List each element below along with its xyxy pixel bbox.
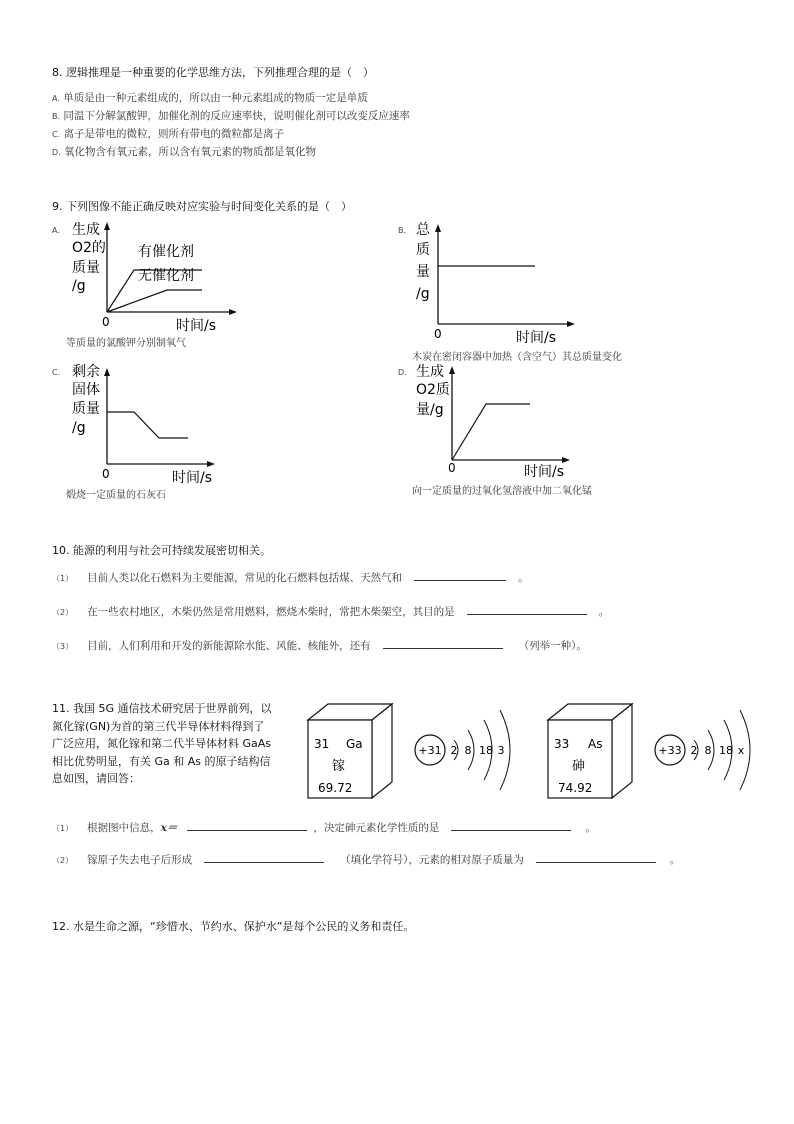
graph-b-caption: 木炭在密闭容器中加热（含空气）其总质量变化 bbox=[412, 352, 622, 363]
graph-d-x-arrow bbox=[562, 457, 570, 463]
graph-c-y-arrow bbox=[104, 368, 110, 376]
as-nuclear-charge: +33 bbox=[658, 744, 682, 757]
as-element-cube bbox=[540, 700, 640, 802]
as-symbol: As bbox=[588, 737, 603, 751]
graph-a-ylabel-1: 生成 bbox=[72, 222, 100, 238]
graph-b-x-arrow bbox=[567, 321, 575, 327]
graph-c-curve bbox=[107, 412, 188, 438]
graph-a-curve-no-catalyst bbox=[107, 290, 202, 312]
graph-d-ylabel-2: O2质 bbox=[416, 382, 450, 398]
q10-sub-3: （3） 目前，人们利用和开发的新能源除水能、风能、核能外，还有 （列举一种）。 bbox=[52, 640, 587, 652]
graph-c-x-arrow bbox=[207, 461, 215, 467]
graph-c-ylabel-2: 固体 bbox=[72, 382, 100, 398]
as-name: 砷 bbox=[572, 759, 586, 774]
as-shell-2: 8 bbox=[704, 744, 712, 757]
graph-b-ylabel-3: 量 bbox=[416, 264, 430, 280]
q8-option-b: B. 同温下分解氯酸钾，加催化剂的反应速率快，说明催化剂可以改变反应速率 bbox=[52, 110, 410, 122]
graph-c-origin: 0 bbox=[102, 467, 110, 481]
q10-sub-1: （1） 目前人类以化石燃料为主要能源，常见的化石燃料包括煤、天然气和 。 bbox=[52, 572, 529, 584]
graph-a-xlabel: 时间/s bbox=[176, 318, 217, 334]
as-shell-1: 2 bbox=[690, 744, 698, 757]
as-atomic-mass: 74.92 bbox=[558, 781, 593, 795]
graph-a bbox=[62, 218, 262, 336]
ga-shell-1: 2 bbox=[450, 744, 458, 757]
graph-b-letter: B. bbox=[398, 226, 407, 235]
graph-b-ylabel-4: /g bbox=[416, 286, 430, 302]
ga-atom-structure bbox=[410, 704, 520, 800]
q11-blank-ion[interactable] bbox=[204, 852, 324, 863]
graph-b-xlabel: 时间/s bbox=[516, 330, 557, 346]
graph-c-ylabel-4: /g bbox=[72, 420, 86, 436]
q11-blank-x[interactable] bbox=[187, 820, 307, 831]
q10-blank-1[interactable] bbox=[414, 570, 506, 581]
graph-c bbox=[62, 360, 232, 484]
ga-symbol: Ga bbox=[346, 737, 363, 751]
as-atom-structure bbox=[650, 704, 762, 800]
q11-sub-2: （2） 镓原子失去电子后形成 （填化学符号），元素的相对原子质量为 。 bbox=[52, 854, 681, 866]
q12-stem: 12. 水是生命之源，“珍惜水、节约水、保护水”是每个公民的义务和责任。 bbox=[52, 920, 415, 933]
graph-d-caption: 向一定质量的过氧化氢溶液中加二氧化锰 bbox=[412, 486, 592, 497]
graph-b bbox=[410, 216, 590, 346]
graph-a-curve-label-1: 有催化剂 bbox=[138, 244, 194, 260]
graph-d-letter: D. bbox=[398, 368, 407, 377]
graph-b-ylabel-1: 总 bbox=[416, 222, 430, 238]
graph-c-ylabel-1: 剩余 bbox=[72, 364, 100, 380]
q11-blank-property[interactable] bbox=[451, 820, 571, 831]
q10-sub-2: （2） 在一些农村地区，木柴仍然是常用燃料，燃烧木柴时，常把木柴架空，其目的是 。 bbox=[52, 606, 610, 618]
graph-a-ylabel-2: O2的 bbox=[72, 240, 106, 256]
q10-blank-3[interactable] bbox=[383, 638, 503, 649]
q8-option-a: A. 单质是由一种元素组成的，所以由一种元素组成的物质一定是单质 bbox=[52, 92, 368, 104]
ga-shell-2: 8 bbox=[464, 744, 472, 757]
q11-stem: 11. 我国 5G 通信技术研究居于世界前列，以 氮化镓(GN)为首的第三代半导体材料得到了 广泛应用，氮化镓和第二代半导体材料 GaAs 相比优势明显，有关 Ga 和 As 的原子结构信 息如图，请回答： bbox=[52, 702, 272, 785]
q11-blank-mass[interactable] bbox=[536, 852, 656, 863]
graph-c-caption: 煅烧一定质量的石灰石 bbox=[66, 490, 166, 501]
graph-d-ylabel-1: 生成 bbox=[416, 364, 444, 380]
graph-a-ylabel-3: 质量 bbox=[72, 260, 100, 276]
as-shell-4: x bbox=[737, 744, 745, 757]
graph-b-ylabel-2: 质 bbox=[416, 242, 430, 258]
graph-c-letter: C. bbox=[52, 368, 61, 377]
q11-sub-1: （1） 根据图中信息，x＝ ，决定砷元素化学性质的是 。 bbox=[52, 822, 596, 834]
graph-a-letter: A. bbox=[52, 226, 60, 235]
graph-c-xlabel: 时间/s bbox=[172, 470, 213, 484]
ga-shell-3: 18 bbox=[479, 744, 493, 757]
graph-a-x-arrow bbox=[229, 309, 237, 315]
graph-a-caption: 等质量的氯酸钾分别制氧气 bbox=[66, 338, 186, 349]
q9-stem: 9. 下列图像不能正确反映对应实验与时间变化关系的是（ ） bbox=[52, 200, 352, 213]
graph-c-ylabel-3: 质量 bbox=[72, 401, 100, 417]
q8-option-d: D. 氧化物含有氧元素，所以含有氧元素的物质都是氧化物 bbox=[52, 146, 317, 158]
ga-element-cube bbox=[300, 700, 400, 802]
ga-name: 镓 bbox=[332, 759, 346, 774]
ga-nuclear-charge: +31 bbox=[418, 744, 442, 757]
graph-a-curve-label-2: 无催化剂 bbox=[138, 268, 194, 284]
graph-d-ylabel-3: 量/g bbox=[416, 402, 444, 418]
graph-b-y-arrow bbox=[435, 224, 441, 232]
q8-stem: 8. 逻辑推理是一种重要的化学思维方法，下列推理合理的是（ ） bbox=[52, 66, 374, 79]
graph-d-y-arrow bbox=[449, 366, 455, 374]
ga-atomic-mass: 69.72 bbox=[318, 781, 353, 795]
ga-atomic-number: 31 bbox=[314, 737, 330, 751]
graph-d-origin: 0 bbox=[448, 461, 456, 475]
graph-b-origin: 0 bbox=[434, 327, 442, 341]
q10-stem: 10. 能源的利用与社会可持续发展密切相关。 bbox=[52, 544, 271, 557]
graph-a-origin: 0 bbox=[102, 315, 110, 329]
q10-blank-2[interactable] bbox=[467, 604, 587, 615]
graph-a-ylabel-4: /g bbox=[72, 278, 86, 294]
graph-d-xlabel: 时间/s bbox=[524, 464, 565, 480]
as-shell-3: 18 bbox=[719, 744, 733, 757]
graph-d-curve bbox=[452, 404, 530, 460]
graph-d bbox=[410, 360, 590, 482]
graph-a-y-arrow bbox=[104, 222, 110, 230]
as-atomic-number: 33 bbox=[554, 737, 570, 751]
ga-shell-4: 3 bbox=[497, 744, 505, 757]
q8-option-c: C. 离子是带电的微粒，则所有带电的微粒都是离子 bbox=[52, 128, 284, 140]
